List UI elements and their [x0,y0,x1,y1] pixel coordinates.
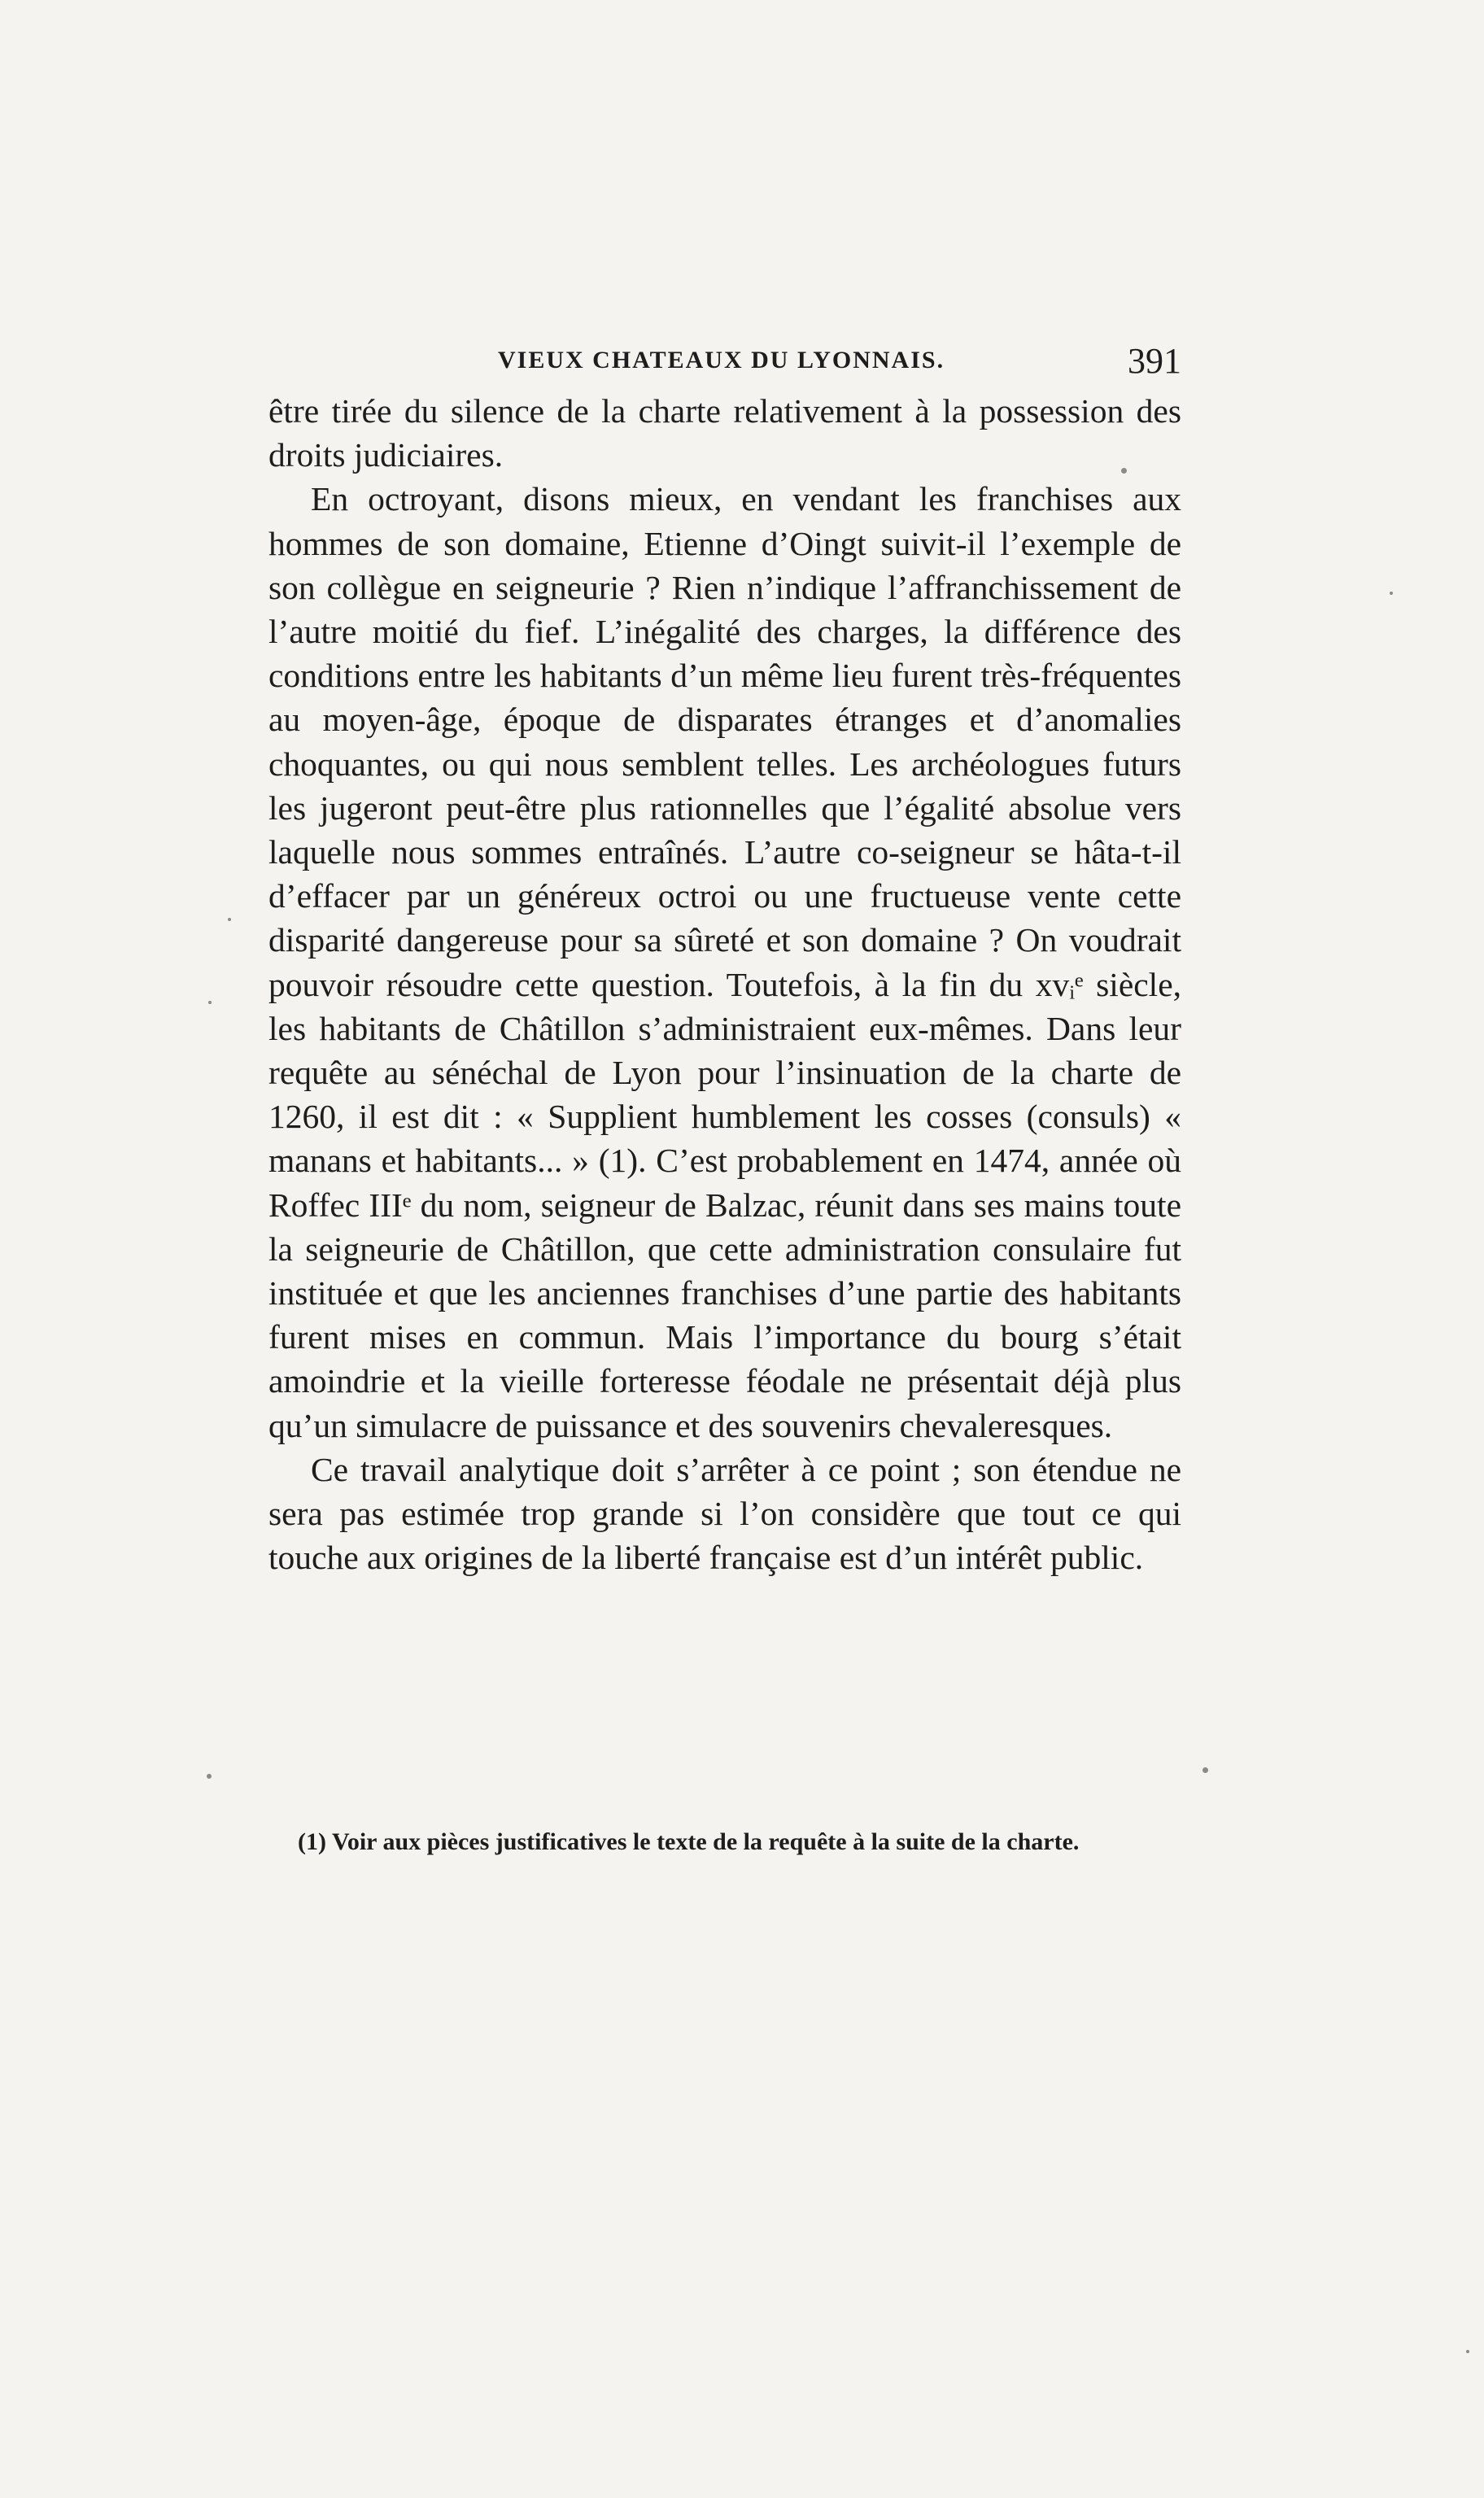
body-text [268,389,1181,1579]
paragraph-3: Ce travail analytique doit s’arrêter à ce point ; son étendue ne sera pas estimée trop grande si l’on considère que tout ce qui touche aux origines de la liberté française est d’un intérêt public. [268,1450,1181,1577]
running-title: VIEUX CHATEAUX DU LYONNAIS. [498,347,945,373]
paper-speck [208,1001,212,1004]
running-head [268,340,1181,389]
page-number: 391 [1128,341,1181,381]
paper-speck [228,918,231,921]
paper-speck [1390,592,1393,595]
paper-speck [207,1774,212,1779]
paper-speck [1121,468,1127,474]
footnote-text: (1) Voir aux pièces justificatives le texte de la requête à la suite de la charte. [298,1828,1080,1855]
paragraph-1: être tirée du silence de la charte relativement à la possession des droits judiciaires. [268,392,1181,474]
paragraph-2: En octroyant, disons mieux, en vendant les franchises aux hommes de son domaine, Etienne d’Oingt suivit-il l’exemple de son collègue en seigneurie ? Rien n’indique l’affranchissement de l’autre moitié du fief. L’inégalité des charges, la différence des conditions entre les habitants d’un même lieu furent très-fréquentes au moyen-âge, époque de disparates étranges et d’anomalies choquantes, ou qui nous semblent telles. Les archéologues futurs les jugeront peut-être plus rationnelles que l’égalité absolue vers laquelle nous sommes entraînés. L’autre co-seigneur se hâta-t-il d’effacer par un généreux octroi ou une fructueuse vente cette disparité dangereuse pour sa sûreté et son domaine ? On voudrait pouvoir résoudre cette question. Toutefois, à la fin du xvᵢᵉ siècle, les habitants de Châtillon s’administraient eux-mêmes. Dans leur requête au sénéchal de Lyon pour l’insinuation de la charte de 1260, il est dit : « Supplient humblement les cosses (consuls) « manans et habitants... » (1). C’est probablement en 1474, année où Roffec IIIᵉ du nom, seigneur de Balzac, réunit dans ses mains toute la seigneurie de Châtillon, que cette administration consulaire fut instituée et que les anciennes franchises d’une partie des habitants furent mises en commun. Mais l’importance du bourg s’était amoindrie et la vieille forteresse féodale ne présentait déjà plus qu’un simulacre de puissance et des souvenirs chevaleresques. [268,480,1181,1444]
paper-speck [1466,2350,1469,2353]
footnote [268,1823,1181,1862]
paper-speck [1202,1767,1208,1773]
